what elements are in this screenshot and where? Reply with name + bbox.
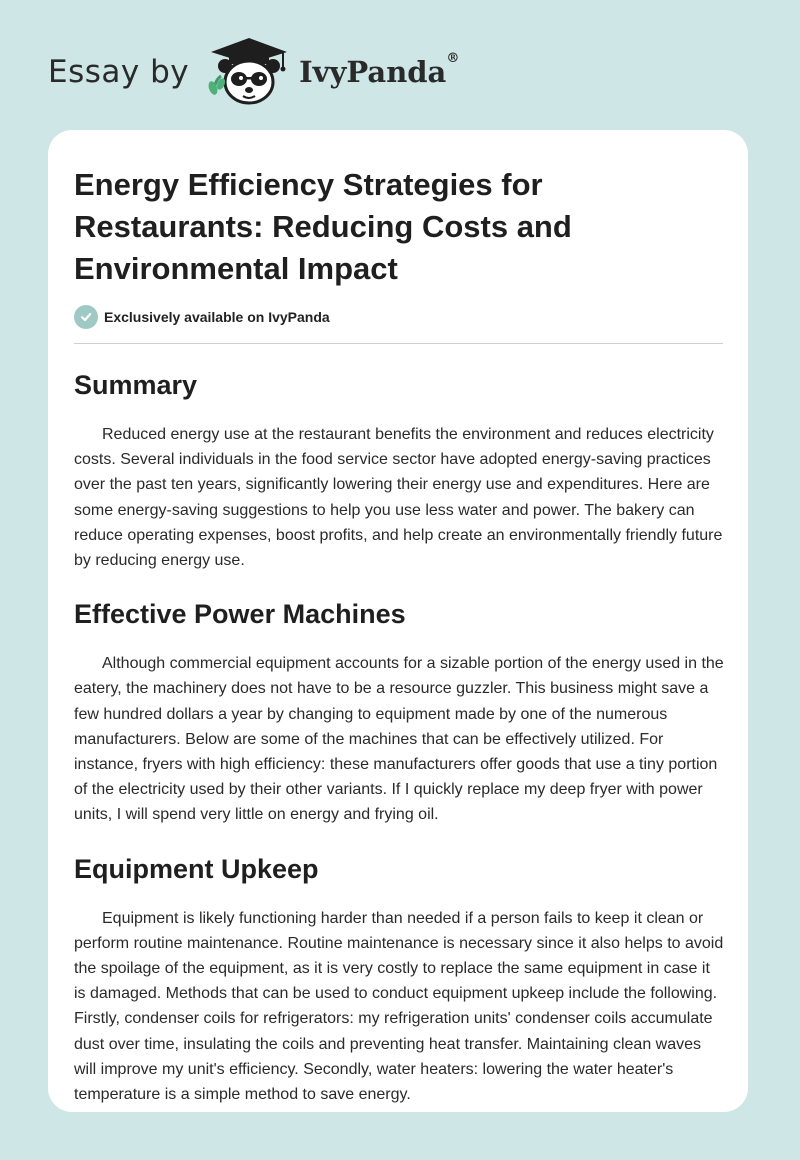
section-paragraph: Equipment is likely functioning harder than needed if a person fails to keep it clean or perform routine maintenance. Routine maintenance is necessary since it also helps to avoid the spoilage of the equipment, as it is very costly to replace the same equipment in case it is damaged. Methods that can be used to conduct equipment upkeep include the following. Firstly, condenser coils for refrigerators: my refrigeration units' condenser coils accumulate dust over time, insulating the coils and preventing heat transfer. Maintaining clean waves will improve my unit's efficiency. Secondly, water heaters: lowering the water heater's temperature is a simple method to save energy.: [74, 909, 724, 1104]
exclusive-badge: [74, 304, 724, 330]
section-paragraph: Reduced energy use at the restaurant benefits the environment and reduces electricity costs. Several individuals in the food service sector have adopted energy-saving practices over the past ten years, significantly lowering their energy use and expenditures. Here are some energy-saving suggestions to help you use less water and power. The bakery can reduce operating expenses, boost profits, and help create an environmentally friendly future by reducing energy use.: [74, 426, 723, 570]
brand-prefix: Essay by: [48, 54, 190, 90]
essay-content: [74, 130, 724, 1107]
section-heading: Effective Power Machines: [74, 599, 406, 630]
brand-header[interactable]: [48, 36, 459, 108]
divider: [74, 343, 723, 344]
check-icon: [74, 305, 98, 329]
brand-name-text: IvyPanda: [299, 55, 447, 89]
panda-graduate-icon: [203, 36, 295, 108]
section-paragraph: Although commercial equipment accounts for a sizable portion of the energy used in the eatery, the machinery does not have to be a resource guzzler. This business might save a few hundred dollars a year by changing to equipment made by one of the numerous manufacturers. Below are some of the machines that can be effectively utilized. For instance, fryers with high efficiency: these manufacturers offer goods that use a tiny portion of the electricity used by their other variants. If I quickly replace my deep fryer with power units, I will spend very little on energy and frying oil.: [74, 655, 724, 824]
section-heading: Summary: [74, 370, 198, 400]
exclusive-label: Exclusively available on IvyPanda: [104, 309, 330, 325]
essay-title: Energy Efficiency Strategies for Restaurants: Reducing Costs and Environmental Impact: [74, 167, 572, 286]
section-heading: Equipment Upkeep: [74, 853, 319, 884]
brand-name: [299, 51, 460, 89]
registered-mark: ®: [446, 51, 460, 66]
essay-card: [48, 130, 748, 1112]
